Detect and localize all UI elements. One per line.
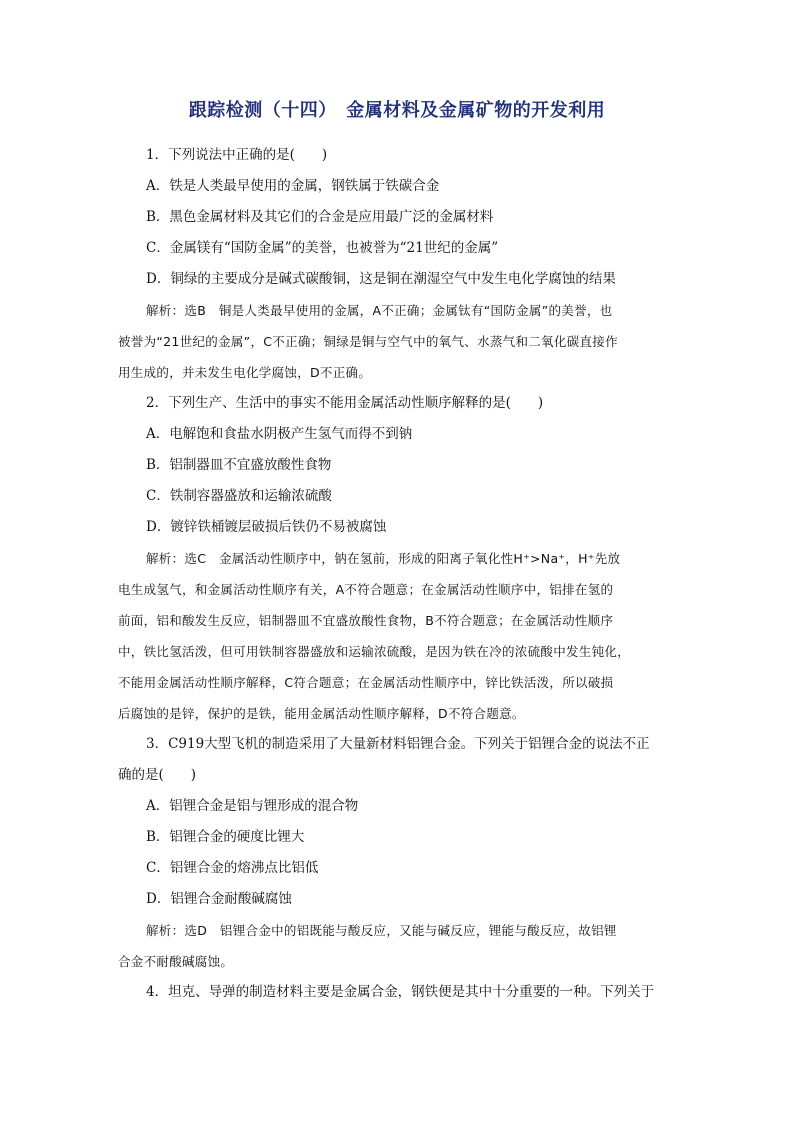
question-1-option-a: A．铁是人类最早使用的金属，钢铁属于铁碳合金 — [146, 178, 440, 194]
question-3-stem: 3．C919大型飞机的制造采用了大量新材料铝锂合金。下列关于铝锂合金的说法不正 — [146, 736, 650, 752]
question-4 — [118, 977, 680, 1008]
question-3-option-d: D．铝锂合金耐酸碱腐蚀 — [146, 891, 292, 907]
question-2-solution-line: 电生成氢气，和金属活动性顺序有关，A不符合题意；在金属活动性顺序中，铝排在氢的 — [118, 582, 614, 597]
question-2-option-c: C．铁制容器盛放和运输浓硫酸 — [146, 488, 332, 504]
question-2-stem: 2．下列生产、生活中的事实不能用金属活动性顺序解释的是( ) — [146, 395, 544, 411]
question-1-stem: 1．下列说法中正确的是( ) — [146, 147, 328, 163]
question-2-solution-line: 不能用金属活动性顺序解释，C符合题意；在金属活动性顺序中，锌比铁活泼，所以破损 — [118, 675, 614, 690]
question-3-solution-line: 解析：选D 铝锂合金中的铝既能与酸反应，又能与碱反应，锂能与酸反应，故铝锂 — [146, 923, 617, 938]
question-2-solution-line: 后腐蚀的是锌，保护的是铁，能用金属活动性顺序解释，D不符合题意。 — [118, 706, 525, 721]
question-1-option-b: B．黑色金属材料及其它们的合金是应用最广泛的金属材料 — [146, 209, 494, 225]
question-1-solution-line: 解析：选B 铜是人类最早使用的金属，A不正确；金属钛有“国防金属”的美誉，也 — [146, 303, 613, 318]
question-3-stem: 确的是( ) — [118, 767, 197, 783]
question-1-solution-line: 用生成的，并未发生电化学腐蚀，D不正确。 — [118, 365, 372, 380]
question-2-solution-line: 前面，铝和酸发生反应，铝制器皿不宜盛放酸性食物，B不符合题意；在金属活动性顺序 — [118, 613, 614, 628]
question-1-option-d: D．铜绿的主要成分是碱式碳酸铜，这是铜在潮湿空气中发生电化学腐蚀的结果 — [146, 271, 616, 287]
question-3-option-b: B．铝锂合金的硬度比锂大 — [146, 829, 305, 845]
question-3-option-a: A．铝锂合金是铝与锂形成的混合物 — [146, 798, 359, 814]
question-3-solution-line: 合金不耐酸碱腐蚀。 — [118, 954, 234, 969]
question-4-stem: 4．坦克、导弹的制造材料主要是金属合金，钢铁便是其中十分重要的一种。下列关于 — [146, 984, 655, 1000]
question-2-option-d: D．镀锌铁桶镀层破损后铁仍不易被腐蚀 — [146, 519, 387, 535]
question-1-option-c: C．金属镁有“国防金属”的美誉，也被誉为“21世纪的金属” — [146, 240, 499, 256]
page-title: 跟踪检测（十四） 金属材料及金属矿物的开发利用 — [188, 100, 606, 121]
question-1 — [118, 140, 680, 388]
question-3-option-c: C．铝锂合金的熔沸点比铝低 — [146, 860, 319, 876]
question-2-option-a: A．电解饱和食盐水阴极产生氢气而得不到钠 — [146, 426, 413, 442]
question-2-solution-line: 解析：选C 金属活动性顺序中，钠在氢前，形成的阳离子氧化性H⁺>Na⁺，H⁺先放 — [146, 551, 621, 566]
question-1-solution-line: 被誉为“21世纪的金属”，C不正确；铜绿是铜与空气中的氧气、水蒸气和二氧化碳直接作 — [118, 334, 618, 349]
question-3 — [118, 729, 680, 977]
question-2-solution-line: 中，铁比氢活泼，但可用铁制容器盛放和运输浓硫酸，是因为铁在冷的浓硫酸中发生钝化， — [118, 644, 631, 659]
question-2 — [118, 388, 680, 729]
document-body — [118, 140, 680, 1008]
question-2-option-b: B．铝制器皿不宜盛放酸性食物 — [146, 457, 332, 473]
